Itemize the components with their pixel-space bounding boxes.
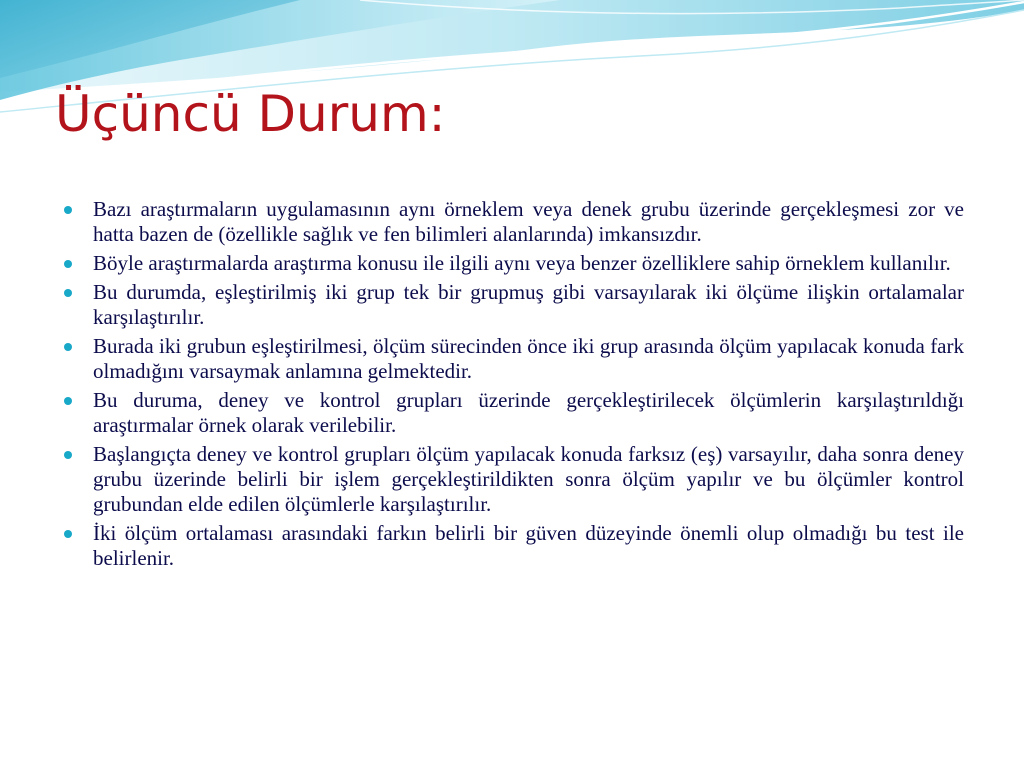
bullet-list	[60, 197, 964, 575]
bullet-icon	[64, 530, 72, 538]
bullet-text: Burada iki grubun eşleştirilmesi, ölçüm sürecinden önce iki grup arasında ölçüm yapılacak konuda fark olmadığını varsaymak anlamına gelmektedir.	[93, 334, 964, 383]
bullet-icon	[64, 289, 72, 297]
bullet-text: Başlangıçta deney ve kontrol grupları ölçüm yapılacak konuda farksız (eş) varsayılır, daha sonra deney grubu üzerinde belirli bir işlem gerçekleştirildikten sonra ölçüm yapılır ve bu ölçümler kontrol grubundan elde edilen ölçümlerle karşılaştırılır.	[93, 442, 964, 516]
slide-title: Üçüncü Durum:	[55, 85, 446, 143]
bullet-item	[60, 280, 964, 330]
bullet-item	[60, 197, 964, 247]
bullet-icon	[64, 206, 72, 214]
bullet-icon	[64, 260, 72, 268]
bullet-item	[60, 521, 964, 571]
bullet-text: İki ölçüm ortalaması arasındaki farkın belirli bir güven düzeyinde önemli olup olmadığı bu test ile belirlenir.	[93, 521, 964, 570]
bullet-text: Bu durumda, eşleştirilmiş iki grup tek bir grupmuş gibi varsayılarak iki ölçüme ilişkin ortalamalar karşılaştırılır.	[93, 280, 964, 329]
bullet-item	[60, 442, 964, 517]
bullet-icon	[64, 451, 72, 459]
bullet-text: Bazı araştırmaların uygulamasının aynı örneklem veya denek grubu üzerinde gerçekleşmesi zor ve hatta bazen de (özellikle sağlık ve fen bilimleri alanlarında) imkansızdır.	[93, 197, 964, 246]
bullet-text: Bu duruma, deney ve kontrol grupları üzerinde gerçekleştirilecek ölçümlerin karşılaştırıldığı araştırmalar örnek olarak verilebilir.	[93, 388, 964, 437]
bullet-item	[60, 334, 964, 384]
bullet-item	[60, 388, 964, 438]
bullet-icon	[64, 397, 72, 405]
bullet-item	[60, 251, 964, 276]
bullet-icon	[64, 343, 72, 351]
bullet-text: Böyle araştırmalarda araştırma konusu ile ilgili aynı veya benzer özelliklere sahip örneklem kullanılır.	[93, 251, 951, 275]
